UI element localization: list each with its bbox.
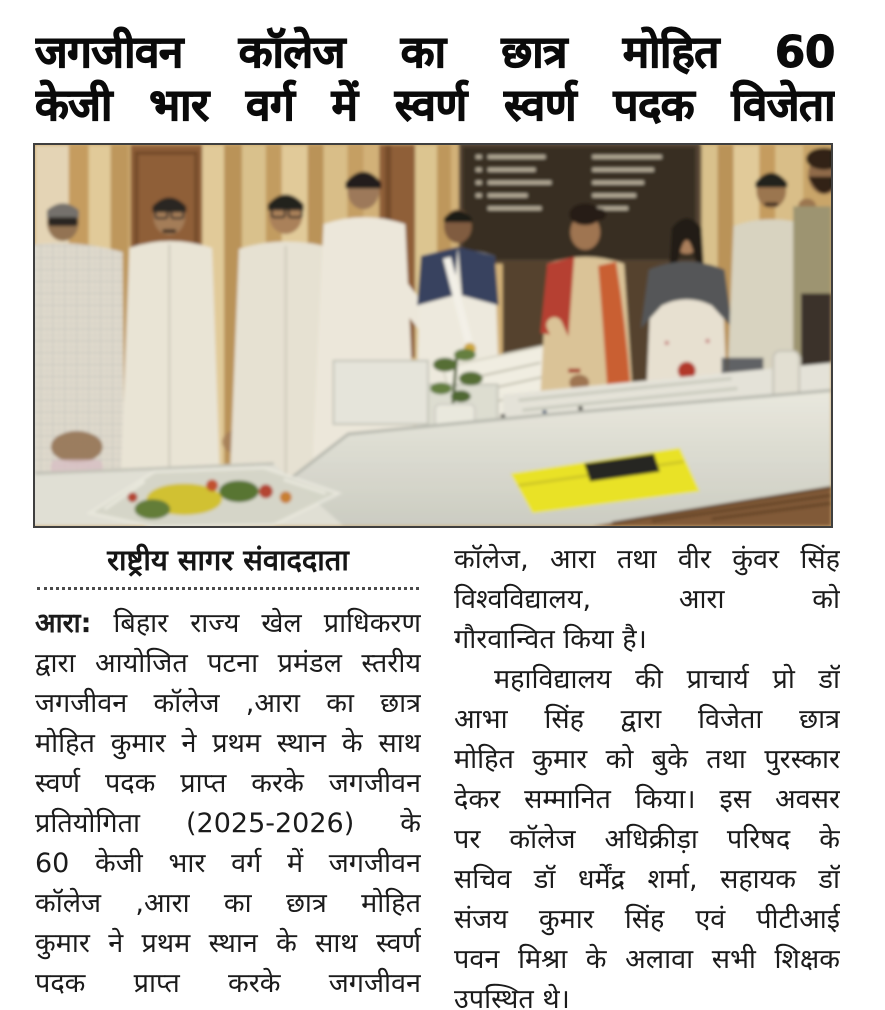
article-line: प्रतियोगिता (2025-2026) के (35, 808, 421, 839)
article-body (35, 540, 841, 1010)
byline: राष्ट्रीय सागर संवाददाता (107, 543, 349, 577)
left-column-lines (35, 604, 421, 1004)
article-line: आभा सिंह द्वारा विजेता छात्र (454, 704, 840, 735)
headline-line-2: केजी भार वर्ग में स्वर्ण स्वर्ण पदक विजेता (35, 80, 835, 131)
article-line: मोहित कुमार को बुके तथा पुरस्कार (454, 744, 840, 775)
article-line: पर कॉलेज अधिक्रीड़ा परिषद के (454, 824, 840, 855)
article-line: 60 केजी भार वर्ग में जगजीवन (35, 848, 421, 879)
article-line: कुमार ने प्रथम स्थान के साथ स्वर्ण (35, 928, 421, 959)
dateline-lead: आरा: (35, 608, 92, 639)
article-line: आरा: बिहार राज्य खेल प्राधिकरण (35, 608, 421, 639)
headline (35, 26, 835, 132)
article-line: संजय कुमार सिंह एवं पीटीआई (454, 904, 840, 935)
article-line: महाविद्यालय की प्राचार्य प्रो डॉ (494, 664, 840, 695)
article-line: सचिव डॉ धर्मेंद्र शर्मा, सहायक डॉ (454, 864, 840, 895)
photo-tint (35, 145, 831, 526)
article-line: जगजीवन कॉलेज ,आरा का छात्र (35, 688, 421, 719)
article-line: पवन मिश्रा के अलावा सभी शिक्षक (454, 944, 840, 975)
headline-line-1: जगजीवन कॉलेज का छात्र मोहित 60 (35, 27, 835, 78)
article-line: कॉलेज ,आरा का छात्र मोहित (35, 888, 421, 919)
article-line: विश्वविद्यालय, आरा को (454, 584, 840, 615)
article-line: स्वर्ण पदक प्राप्त करके जगजीवन (35, 768, 421, 799)
article-line: देकर सम्मानित किया। इस अवसर (454, 784, 840, 815)
right-column-lines (454, 540, 840, 1010)
article-line: उपस्थित थे। (454, 984, 570, 1010)
article-line: मोहित कुमार ने प्रथम स्थान के साथ (35, 728, 421, 759)
article-column-right (454, 540, 840, 1010)
article-photo (33, 143, 833, 528)
article-column-left (35, 540, 421, 1010)
article-line: कॉलेज, आरा तथा वीर कुंवर सिंह (454, 544, 840, 575)
article-line: द्वारा आयोजित पटना प्रमंडल स्तरीय (35, 648, 421, 679)
article-photo-scene (35, 145, 831, 526)
byline-divider (37, 587, 419, 590)
article-line: पदक प्राप्त करके जगजीवन (35, 968, 421, 999)
article-line: गौरवान्वित किया है। (454, 624, 647, 655)
